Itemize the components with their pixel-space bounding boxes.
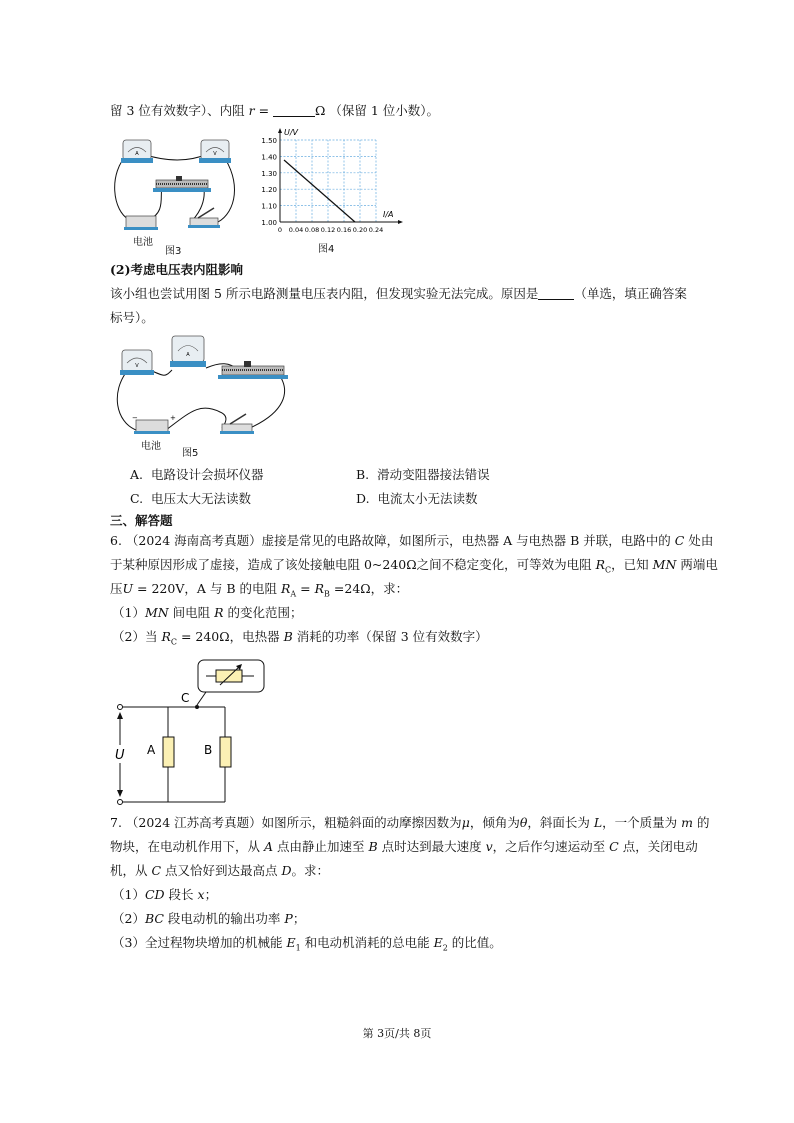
option-b[interactable]: B. 滑动变阻器接法错误 — [356, 467, 490, 482]
q7-sub-1: （1）CD 段长 x； — [112, 887, 218, 902]
q7-sub-2: （2）BC 段电动机的输出功率 P； — [112, 911, 306, 926]
fig4-xtick: 0.04 — [288, 226, 304, 234]
part2-line-1: 该小组也尝试用图 5 所示电路测量电压表内阻，但发现实验无法完成。原因是 （单选，填正确答案 — [110, 286, 687, 301]
fig3-caption: 图3 — [165, 246, 182, 257]
fig4-ytick: 1.50 — [261, 137, 277, 145]
fig4-data-line — [284, 160, 355, 222]
svg-text:V: V — [213, 151, 217, 157]
battery-icon — [132, 414, 176, 434]
fig4-xtick: 0.12 — [320, 226, 336, 234]
q6-sub-2: （2）当 $R_C = 240\Omega$，电热器 B 消耗的功率（保留 3 位有效数字） — [112, 629, 488, 647]
fig4-ytick: 1.40 — [261, 153, 277, 162]
q7-line-2: 物块，在电动机作用下，从 A 点由静止加速至 B 点时达到最大速度 v，之后作匀速运动至 C 点，关闭电动 — [110, 839, 698, 854]
voltmeter-icon — [199, 140, 231, 163]
answer-blank-r[interactable] — [273, 104, 315, 117]
svg-text:A: A — [186, 352, 190, 358]
ammeter-icon — [170, 336, 206, 367]
svg-text:+: + — [170, 414, 176, 422]
q6-line-3: 压U = 220V，A 与 B 的电阻 $R_A = R_B =24\Omega$，求： — [110, 581, 409, 599]
svg-text:V: V — [135, 363, 139, 369]
circuit-label-a: A — [147, 743, 156, 757]
fig4-xtick: 0.24 — [368, 226, 384, 234]
fig4-ytick: 1.00 — [261, 219, 277, 227]
option-d[interactable]: D. 电流太小无法读数 — [356, 491, 478, 506]
voltmeter-icon — [120, 350, 154, 375]
figure-4-graph — [261, 125, 408, 240]
q5-line-1: 留 3 位有效数字）、内阻 r = Ω （保留 1 位小数）。 — [110, 103, 440, 118]
fig4-ytick: 1.30 — [261, 169, 277, 178]
svg-text:−: − — [132, 414, 138, 422]
circuit-label-u: U — [115, 748, 125, 763]
rheostat-icon — [218, 361, 288, 379]
rheostat-icon — [153, 176, 211, 192]
q7-line-3: 机，从 C 点又恰好到达最高点 D。求： — [110, 863, 330, 878]
q6-sub-1: （1）MN 间电阻 R 的变化范围； — [112, 605, 303, 620]
part2-title: (2)考虑电压表内阻影响 — [110, 262, 244, 277]
option-c[interactable]: C. 电压太大无法读数 — [130, 491, 252, 506]
q7-line-1: 7. （2024 江苏高考真题）如图所示，粗糙斜面的动摩擦因数为μ，倾角为θ，斜面长为 L，一个质量为 m 的 — [110, 815, 710, 830]
battery-icon — [124, 216, 158, 230]
section-title: 三、解答题 — [110, 513, 173, 528]
figure-3-circuit — [108, 132, 243, 242]
fig3-battery-label: 电池 — [133, 237, 153, 248]
switch-icon — [188, 208, 220, 228]
circuit-label-b: B — [204, 743, 213, 757]
q6-line-1: 6. （2024 海南高考真题）虚接是常见的电路故障，如图所示，电热器 A 与电热器 B 并联，电路中的 C 处由 — [110, 533, 714, 548]
part2-line-2: 标号）。 — [110, 310, 154, 325]
q7-sub-3: （3）全过程物块增加的机械能 $E_1$ 和电动机消耗的总电能 $E_2$ 的比值。 — [112, 935, 502, 953]
q6-line-2: 于某种原因形成了虚接，造成了该处接触电阻 0~240Ω之间不稳定变化，可等效为电阻 $R_C$，已知 MN 两端电 — [110, 557, 718, 575]
q6-circuit-diagram — [108, 655, 278, 810]
fig4-xtick: 0 — [277, 226, 283, 234]
fig4-caption: 图4 — [318, 244, 335, 255]
fig5-caption: 图5 — [182, 448, 199, 459]
fig4-ytick: 1.20 — [261, 186, 277, 195]
fig4-ytick: 1.10 — [261, 202, 277, 211]
answer-blank-reason[interactable] — [538, 287, 574, 300]
fig5-battery-label: 电池 — [141, 441, 161, 452]
fig4-xtick: 0.20 — [352, 226, 368, 234]
fig4-xlabel: I/A — [383, 210, 394, 219]
figure-5-circuit — [110, 332, 295, 447]
fig4-xtick: 0.08 — [304, 226, 320, 234]
fig4-ylabel: U/V — [284, 128, 299, 137]
circuit-label-c: C — [181, 691, 190, 705]
fig4-xtick: 0.16 — [336, 226, 352, 234]
page-footer: 第 3页/共 8页 — [362, 1027, 432, 1040]
ammeter-icon — [121, 140, 153, 163]
option-a[interactable]: A. 电路设计会损坏仪器 — [130, 467, 264, 482]
svg-text:A: A — [135, 151, 139, 157]
